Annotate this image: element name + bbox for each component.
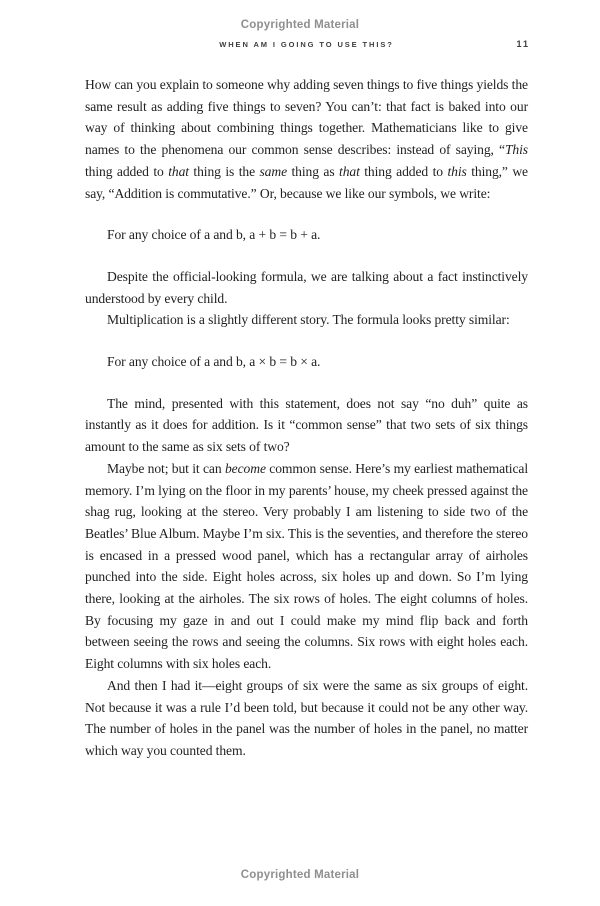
text-run: thing,” we say, “Addition is commutative.” Or, because we like our symbols, we write: bbox=[85, 163, 528, 201]
text-run: How can you explain to someone why adding seven things to five things yields the same result as adding five things to seven? You can’t: that fact is baked into our way of thinking about combining things together. Mathematicians like to give names to the phenomena our common sense describes: instead of saying, “ bbox=[85, 77, 528, 158]
copyright-notice-top: Copyrighted Material bbox=[240, 19, 360, 31]
body-text bbox=[85, 74, 528, 762]
text-run: Multiplication is a slightly different story. The formula looks pretty similar: bbox=[107, 312, 510, 328]
italic-text: This bbox=[504, 142, 528, 158]
text-run: thing added to bbox=[85, 163, 169, 179]
body-paragraph bbox=[85, 266, 528, 309]
page-number: 11 bbox=[516, 39, 530, 49]
text-run: thing is the bbox=[188, 163, 260, 179]
text-run: And then I had it—eight groups of six were the same as six groups of eight. Not because it was a rule I’d been told, but because it could not be any other way. The number of holes in the panel was the number of holes in the panel, no matter which way you counted them. bbox=[85, 677, 528, 758]
body-paragraph bbox=[85, 74, 528, 204]
text-run: thing as bbox=[287, 163, 340, 179]
italic-text: that bbox=[168, 163, 189, 179]
italic-text: this bbox=[447, 163, 467, 179]
formula-line: For any choice of a and b, a × b = b × a. bbox=[107, 354, 321, 370]
running-head-title: WHEN AM I GOING TO USE THIS? bbox=[219, 40, 394, 49]
text-run: Despite the official-looking formula, we are talking about a fact instinctively understood by every child. bbox=[85, 268, 528, 306]
italic-text: that bbox=[339, 163, 360, 179]
body-paragraph bbox=[85, 458, 528, 675]
text-run: thing added to bbox=[359, 163, 448, 179]
text-run: common sense. Here’s my earliest mathematical memory. I’m lying on the floor in my parents’ house, my cheek pressed against the shag rug, looking at the stereo. Very probably I am listening to side two of the Beatles’ Blue Album. Maybe I’m six. This is the seventies, and therefore the stereo is encased in a pressed wood panel, which has a rectangular array of airholes punched into the side. Eight holes across, six holes up and down. So I’m lying there, looking at the airholes. The six rows of holes. The eight columns of holes. By focusing my gaze in and out I could make my mind flip back and forth between seeing the rows and seeing the columns. Six rows with eight holes each. Eight columns with six holes each. bbox=[85, 460, 528, 672]
copyright-notice-bottom: Copyrighted Material bbox=[240, 869, 360, 881]
text-run: Maybe not; but it can bbox=[107, 460, 225, 476]
body-paragraph bbox=[85, 309, 528, 331]
body-paragraph bbox=[85, 675, 528, 762]
italic-text: same bbox=[259, 163, 288, 179]
formula-line: For any choice of a and b, a + b = b + a. bbox=[107, 227, 321, 243]
page-header bbox=[85, 40, 528, 54]
body-paragraph bbox=[85, 393, 528, 458]
text-run: The mind, presented with this statement, does not say “no duh” quite as instantly as it does for addition. Is it “common sense” that two sets of six things amount to the same as six sets of two? bbox=[85, 395, 528, 455]
italic-text: become bbox=[224, 460, 266, 476]
